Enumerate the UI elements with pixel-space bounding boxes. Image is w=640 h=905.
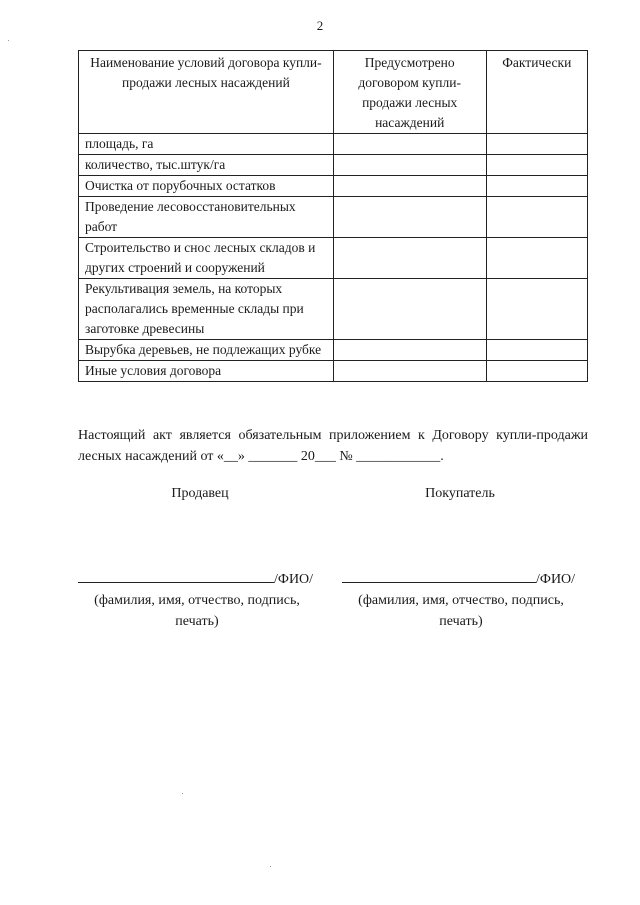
row-label: Рекультивация земель, на которых располагались временные склады при заготовке древесины xyxy=(79,279,334,340)
scan-speck xyxy=(182,793,183,794)
planned-cell xyxy=(333,340,486,361)
actual-cell xyxy=(486,238,587,279)
row-label: Иные условия договора xyxy=(79,361,334,382)
buyer-signature-blank xyxy=(342,568,536,583)
planned-cell xyxy=(333,176,486,197)
row-label: количество, тыс.штук/га xyxy=(79,155,334,176)
header-actual: Фактически xyxy=(486,51,587,134)
row-label: Строительство и снос лесных складов и других строений и сооружений xyxy=(79,238,334,279)
seller-signature-blank xyxy=(78,568,274,583)
table-row xyxy=(79,279,588,340)
appendix-statement: Настоящий акт является обязательным приложением к Договору купли-продажи лесных насаждений от «__» _______ 20___ № ____________. xyxy=(78,428,588,464)
planned-cell xyxy=(333,155,486,176)
table-row xyxy=(79,238,588,279)
actual-cell xyxy=(486,279,587,340)
row-label: Очистка от порубочных остатков xyxy=(79,176,334,197)
seller-fio-label: /ФИО/ xyxy=(274,572,314,587)
header-planned: Предусмотрено договором купли-продажи лесных насаждений xyxy=(333,51,486,134)
planned-cell xyxy=(333,134,486,155)
scan-speck xyxy=(270,866,271,867)
table-row xyxy=(79,361,588,382)
table-header-row xyxy=(79,51,588,134)
planned-cell xyxy=(333,279,486,340)
row-label: площадь, га xyxy=(79,134,334,155)
page-number: 2 xyxy=(316,18,324,33)
buyer-fio-label: /ФИО/ xyxy=(536,572,576,587)
row-label: Проведение лесовосстановительных работ xyxy=(79,197,334,238)
header-conditions: Наименование условий договора купли-продажи лесных насаждений xyxy=(79,51,334,134)
actual-cell xyxy=(486,361,587,382)
table-row xyxy=(79,134,588,155)
table-row xyxy=(79,176,588,197)
seller-title: Продавец xyxy=(171,486,229,501)
scan-speck xyxy=(8,40,9,41)
buyer-title: Покупатель xyxy=(425,486,495,501)
actual-cell xyxy=(486,176,587,197)
actual-cell xyxy=(486,155,587,176)
buyer-signature-caption: (фамилия, имя, отчество, подпись, печать) xyxy=(358,593,564,629)
table-row xyxy=(79,340,588,361)
planned-cell xyxy=(333,238,486,279)
buyer-signature-line xyxy=(342,568,575,588)
table-row xyxy=(79,155,588,176)
planned-cell xyxy=(333,197,486,238)
actual-cell xyxy=(486,340,587,361)
actual-cell xyxy=(486,197,587,238)
planned-cell xyxy=(333,361,486,382)
row-label: Вырубка деревьев, не подлежащих рубке xyxy=(79,340,334,361)
seller-signature-caption: (фамилия, имя, отчество, подпись, печать) xyxy=(94,593,300,629)
table-row xyxy=(79,197,588,238)
seller-signature-line xyxy=(78,568,313,588)
actual-cell xyxy=(486,134,587,155)
contract-conditions-table xyxy=(78,50,588,382)
